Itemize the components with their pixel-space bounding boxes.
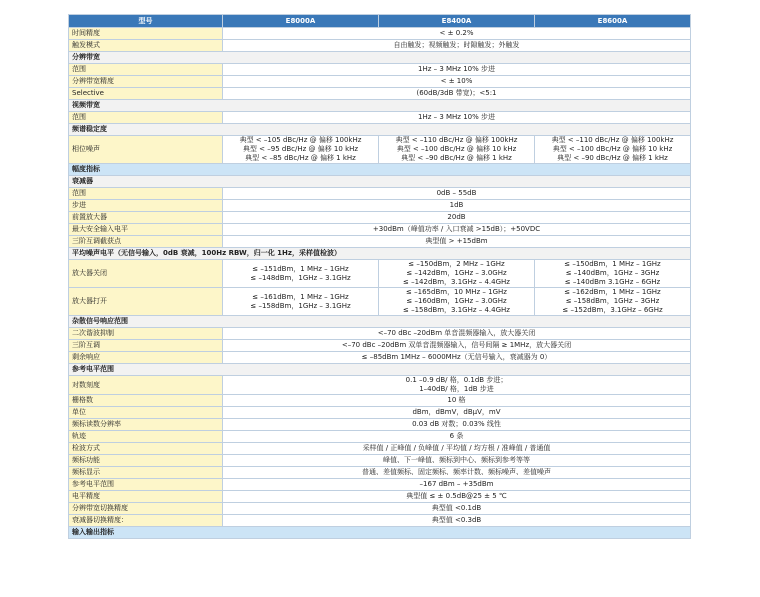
spec-label: 参考电平范围: [69, 479, 223, 491]
spec-value: dBm，dBmV，dBμV，mV: [223, 407, 691, 419]
spec-value-line: ≤ –161dBm，1 MHz – 1GHz: [252, 292, 349, 301]
spec-row: [69, 188, 691, 200]
major-section-title: 幅度指标: [69, 164, 691, 176]
section-row: [69, 248, 691, 260]
spec-value: 10 格: [223, 395, 691, 407]
spec-label: 电平精度: [69, 491, 223, 503]
spec-row: [69, 407, 691, 419]
spec-value-line: ≤ –158dBm，3.1GHz – 4.4GHz: [403, 306, 510, 314]
spec-label: 频标显示: [69, 467, 223, 479]
spec-value-model-2: [535, 260, 691, 288]
spec-row: [69, 340, 691, 352]
spec-value-line: ≤ –150dBm，2 MHz – 1GHz: [408, 260, 505, 268]
spec-row: [69, 64, 691, 76]
spec-row: [69, 40, 691, 52]
spec-row: [69, 479, 691, 491]
spec-label: 频标功能: [69, 455, 223, 467]
spec-value: 峰值、下一峰值、频标到中心、频标到参考等等: [223, 455, 691, 467]
spec-table: [68, 14, 691, 539]
spec-row: [69, 288, 691, 316]
spec-row: [69, 76, 691, 88]
spec-label: 频标读数分辨率: [69, 419, 223, 431]
spec-row: [69, 395, 691, 407]
spec-label: 放大器关闭: [69, 260, 223, 288]
spec-value-line: ≤ –142dBm，1GHz – 3.0GHz: [406, 269, 507, 277]
spec-row: [69, 515, 691, 527]
major-section-row: [69, 527, 691, 539]
spec-label: 范围: [69, 188, 223, 200]
section-row: [69, 176, 691, 188]
spec-row: [69, 491, 691, 503]
spec-row: [69, 328, 691, 340]
spec-value: 0dB – 55dB: [223, 188, 691, 200]
spec-value-line: 典型 < –85 dBc/Hz @ 偏移 1 kHz: [245, 154, 356, 162]
spec-label: 前置放大器: [69, 212, 223, 224]
section-title: 平均噪声电平（无信号输入，0dB 衰减，100Hz RBW，归一化 1Hz，采样值检波）: [69, 248, 691, 260]
spec-value: 采样值 / 正峰值 / 负峰值 / 平均值 / 均方根 / 准峰值 / 普通值: [223, 443, 691, 455]
spec-label: 步进: [69, 200, 223, 212]
spec-row: [69, 28, 691, 40]
spec-value-model-1: [379, 288, 535, 316]
spec-value: <–70 dBc –20dBm 单音混频器输入，放大器关闭: [223, 328, 691, 340]
spec-value: 典型值 ≤ ± 0.5dB@25 ± 5 ℃: [223, 491, 691, 503]
spec-value-line: 典型 < –100 dBc/Hz @ 偏移 10 kHz: [552, 145, 673, 153]
section-row: [69, 100, 691, 112]
spec-row: [69, 224, 691, 236]
spec-value: 1dB: [223, 200, 691, 212]
spec-row: [69, 443, 691, 455]
spec-row: [69, 467, 691, 479]
spec-row: [69, 200, 691, 212]
header-e8400a: E8400A: [379, 15, 535, 28]
spec-value-line: ≤ –142dBm，3.1GHz – 4.4GHz: [403, 278, 510, 286]
spec-value: 典型值 > +15dBm: [223, 236, 691, 248]
spec-value-line: ≤ –158dBm，1GHz – 3GHz: [565, 297, 660, 305]
spec-value-line: ≤ –162dBm，1 MHz – 1GHz: [564, 288, 661, 296]
spec-value-line: 0.1 –0.9 dB/ 格，0.1dB 步进；: [405, 376, 508, 384]
spec-label: 轨迹: [69, 431, 223, 443]
spec-value: 1Hz – 3 MHz 10% 步进: [223, 64, 691, 76]
spec-value: < ± 10%: [223, 76, 691, 88]
section-row: [69, 316, 691, 328]
spec-row: [69, 455, 691, 467]
spec-row: [69, 212, 691, 224]
spec-label: Selective: [69, 88, 223, 100]
spec-label: 二次谐波抑制: [69, 328, 223, 340]
spec-label: 触发模式: [69, 40, 223, 52]
spec-value-line: ≤ –165dBm，10 MHz – 1GHz: [406, 288, 507, 296]
spec-label: 时间精度: [69, 28, 223, 40]
spec-row: [69, 236, 691, 248]
spec-row: [69, 88, 691, 100]
header-e8000a: E8000A: [223, 15, 379, 28]
spec-value-line: ≤ –151dBm，1 MHz – 1GHz: [252, 264, 349, 273]
header-model: 型号: [69, 15, 223, 28]
spec-value: 6 条: [223, 431, 691, 443]
spec-row: [69, 352, 691, 364]
spec-label: 剩余响应: [69, 352, 223, 364]
spec-row: [69, 376, 691, 395]
spec-value-line: 典型 < –110 dBc/Hz @ 偏移 100kHz: [551, 136, 674, 144]
spec-value-model-0: [223, 260, 379, 288]
section-row: [69, 52, 691, 64]
spec-body: [69, 28, 691, 539]
spec-row: [69, 419, 691, 431]
header-row: [69, 15, 691, 28]
spec-label: 三阶互调: [69, 340, 223, 352]
spec-value: 1Hz – 3 MHz 10% 步进: [223, 112, 691, 124]
spec-value: +30dBm（峰值功率 / 入口衰减 >15dB）；+50VDC: [223, 224, 691, 236]
spec-row: [69, 431, 691, 443]
header-e8600a: E8600A: [535, 15, 691, 28]
spec-value-line: ≤ –140dBm 3.1GHz – 6GHz: [564, 278, 661, 286]
spec-row: [69, 260, 691, 288]
spec-value: ≤ –85dBm 1MHz – 6000MHz（无信号输入，衰减器为 0）: [223, 352, 691, 364]
spec-value-model-2: [535, 288, 691, 316]
spec-value: [223, 376, 691, 395]
spec-label: 衰减器切换精度：: [69, 515, 223, 527]
spec-row: [69, 112, 691, 124]
spec-value-model-0: [223, 136, 379, 164]
spec-row: [69, 136, 691, 164]
spec-value: (60dB/3dB 带宽)；<5:1: [223, 88, 691, 100]
spec-label: 范围: [69, 112, 223, 124]
spec-label: 对数刻度: [69, 376, 223, 395]
spec-value-line: 典型 < –90 dBc/Hz @ 偏移 1 kHz: [401, 154, 512, 162]
spec-value: 普通、差值频标、固定频标、频率计数、频标噪声、差值噪声: [223, 467, 691, 479]
section-row: [69, 124, 691, 136]
section-title: 频谱稳定度: [69, 124, 691, 136]
spec-value-line: 1–40dB/ 格，1dB 步进: [419, 385, 494, 393]
section-row: [69, 364, 691, 376]
spec-label: 分辨带宽切换精度: [69, 503, 223, 515]
spec-value-line: 典型 < –105 dBc/Hz @ 偏移 100kHz: [239, 136, 362, 144]
spec-value: 典型值 <0.3dB: [223, 515, 691, 527]
spec-value: 0.03 dB 对数；0.03% 线性: [223, 419, 691, 431]
spec-value: 20dB: [223, 212, 691, 224]
spec-label: 栅格数: [69, 395, 223, 407]
spec-label: 三阶互调截获点: [69, 236, 223, 248]
spec-value: < ± 0.2%: [223, 28, 691, 40]
spec-label: 检波方式: [69, 443, 223, 455]
spec-value-line: ≤ –160dBm，1GHz – 3.0GHz: [406, 297, 507, 305]
spec-label: 分辨带宽精度: [69, 76, 223, 88]
spec-value-model-1: [379, 260, 535, 288]
spec-value: <–70 dBc –20dBm 双单音混频器输入，信号间隔 ≥ 1MHz，放大器关闭: [223, 340, 691, 352]
spec-value-line: 典型 < –110 dBc/Hz @ 偏移 100kHz: [395, 136, 518, 144]
spec-label: 相位噪声: [69, 136, 223, 164]
spec-label: 最大安全输入电平: [69, 224, 223, 236]
section-title: 视频带宽: [69, 100, 691, 112]
spec-value: 自由触发；视频触发；时隙触发；外触发: [223, 40, 691, 52]
spec-value-line: ≤ –140dBm，1GHz – 3GHz: [565, 269, 660, 277]
spec-value-model-2: [535, 136, 691, 164]
major-section-title: 输入输出指标: [69, 527, 691, 539]
spec-value-line: 典型 < –100 dBc/Hz @ 偏移 10 kHz: [396, 145, 517, 153]
spec-value-model-0: [223, 288, 379, 316]
spec-value-line: ≤ –150dBm，1 MHz – 1GHz: [564, 260, 661, 268]
spec-value-model-1: [379, 136, 535, 164]
major-section-row: [69, 164, 691, 176]
section-title: 分辨带宽: [69, 52, 691, 64]
spec-value: –167 dBm – +35dBm: [223, 479, 691, 491]
spec-label: 范围: [69, 64, 223, 76]
section-title: 参考电平范围: [69, 364, 691, 376]
spec-label: 放大器打开: [69, 288, 223, 316]
section-title: 杂散信号响应范围: [69, 316, 691, 328]
spec-value-line: ≤ –148dBm，1GHz – 3.1GHz: [250, 273, 351, 282]
spec-value: 典型值 <0.1dB: [223, 503, 691, 515]
spec-value-line: ≤ –158dBm，1GHz – 3.1GHz: [250, 301, 351, 310]
spec-row: [69, 503, 691, 515]
spec-value-line: 典型 < –95 dBc/Hz @ 偏移 10 kHz: [242, 145, 359, 153]
spec-value-line: ≤ –152dBm，3.1GHz – 6GHz: [562, 306, 663, 314]
section-title: 衰减器: [69, 176, 691, 188]
spec-label: 单位: [69, 407, 223, 419]
spec-value-line: 典型 < –90 dBc/Hz @ 偏移 1 kHz: [557, 154, 668, 162]
